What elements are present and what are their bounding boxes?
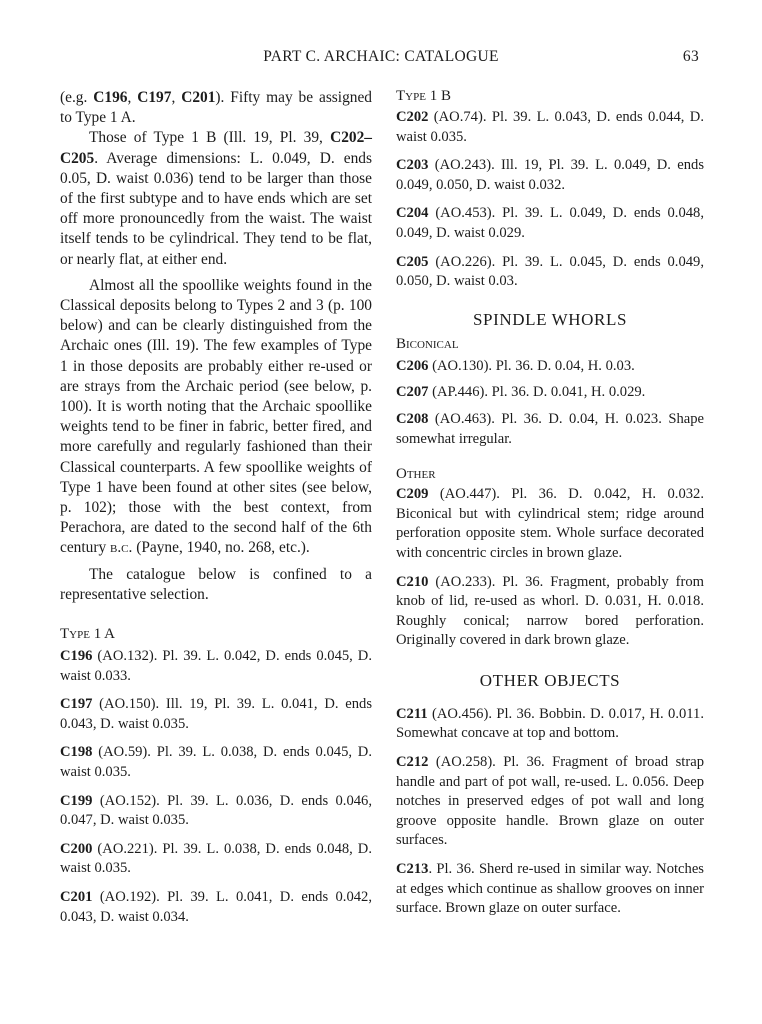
entry-text: (AO.226). Pl. 39. L. 0.045, D. ends 0.049, 0.050, D. waist 0.03. [396, 253, 704, 290]
catalogue-entry [396, 860, 704, 919]
paragraph-type-1b [60, 128, 372, 269]
subhead-type-1a: Type 1 A [60, 626, 115, 643]
entry-text: (AO.453). Pl. 39. L. 0.049, D. ends 0.048, 0.049, D. waist 0.029. [396, 205, 704, 241]
entry-id: C197 [60, 696, 93, 713]
text-run: . Average dimensions: L. 0.049, D. ends 0.05, D. waist 0.036) tend to be larger than those of the first subtype and to have ends which are set off more pronouncedly from the waist. The waist itself tends to be cylindrical. They tend to be flat, or nearly flat, at either end. [60, 149, 372, 268]
page-header [0, 46, 762, 68]
catalogue-entry [396, 253, 704, 292]
entry-text: (AO.192). Pl. 39. L. 0.041, D. ends 0.042, 0.043, D. waist 0.034. [60, 889, 372, 925]
entries-other [396, 485, 704, 651]
catalogue-entry [60, 695, 372, 734]
entries-type-1a [60, 647, 372, 927]
paragraph-classical-deposits [60, 276, 372, 559]
text-run: (e.g. [60, 89, 94, 106]
entry-text: (AO.456). Pl. 36. Bobbin. D. 0.017, H. 0.011. Somewhat concave at top and bottom. [396, 705, 704, 742]
text-run: ). Fifty may be assigned to Type 1 A. [60, 89, 372, 127]
entry-id: C203 [396, 157, 429, 174]
entry-id: C201 [60, 889, 93, 906]
paragraph-catalogue-note: The catalogue below is confined to a representative selection. [60, 565, 372, 603]
subhead-biconical: Biconical [396, 335, 459, 352]
entry-text: (AP.446). Pl. 36. D. 0.041, H. 0.029. [428, 384, 646, 401]
entry-id: C213 [396, 861, 429, 878]
catalogue-entry [396, 108, 704, 147]
entry-text: (AO.463). Pl. 36. D. 0.04, H. 0.023. Shape somewhat irregular. [396, 410, 704, 447]
era-abbreviation: b.c. [110, 539, 133, 557]
text-run: , [127, 89, 138, 106]
entry-id: C208 [396, 410, 429, 427]
catalogue-entry [396, 753, 704, 851]
entries-type-1b [396, 108, 704, 292]
entry-id: C212 [396, 754, 429, 771]
entries-other-objects [396, 705, 704, 919]
section-title-other-objects: OTHER OBJECTS [479, 670, 621, 690]
subhead-other: Other [396, 466, 436, 483]
catalogue-ref: C196 [93, 89, 128, 106]
text-run: Those of Type 1 B (Ill. 19, Pl. 39, [89, 129, 331, 147]
entry-id: C209 [396, 486, 429, 503]
catalogue-entry [396, 705, 704, 744]
entries-biconical [396, 357, 704, 449]
entry-id: C205 [396, 253, 429, 270]
catalogue-range: C202–C205 [60, 129, 372, 167]
entry-id: C198 [60, 744, 93, 761]
catalogue-entry [60, 743, 372, 782]
catalogue-ref: C201 [181, 89, 216, 106]
entry-text: . Pl. 36. Sherd re-used in similar way. Notches at edges which continue as shallow grooves on inner surface. Brown glaze on outer surface. [396, 861, 704, 917]
catalogue-entry [396, 485, 704, 563]
section-title-spindle-whorls: SPINDLE WHORLS [472, 309, 627, 329]
entry-id: C207 [396, 384, 429, 401]
catalogue-entry [60, 840, 372, 879]
running-title: PART C. ARCHAIC: CATALOGUE [263, 48, 499, 65]
entry-text: (AO.74). Pl. 39. L. 0.043, D. ends 0.044, D. waist 0.035. [396, 109, 704, 145]
page-number: 63 [682, 48, 699, 65]
entry-text: (AO.243). Ill. 19, Pl. 39. L. 0.049, D. ends 0.049, 0.050, D. waist 0.032. [396, 157, 704, 193]
entry-id: C199 [60, 792, 93, 809]
entry-text: (AO.150). Ill. 19, Pl. 39. L. 0.041, D. ends 0.043, D. waist 0.035. [60, 696, 372, 732]
entry-id: C210 [396, 573, 429, 590]
text-run: (Payne, 1940, no. 268, etc.). [132, 539, 310, 557]
left-column [60, 88, 372, 927]
entry-id: C211 [396, 705, 428, 722]
entry-text: (AO.59). Pl. 39. L. 0.038, D. ends 0.045, D. waist 0.035. [60, 744, 372, 781]
entry-id: C196 [60, 648, 93, 665]
entry-text: (AO.258). Pl. 36. Fragment of broad strap handle and part of pot wall, re-used. L. 0.056. Deep notches in preserved edges of pot wall and long groove opposite handle. Brown glaze on outer surfaces. [396, 754, 704, 849]
paragraph-continued [60, 88, 372, 128]
catalogue-ref: C197 [137, 89, 172, 106]
text-run: Almost all the spoollike weights found in the Classical deposits belong to Types 2 and 3 (p. 100 below) and can be clearly distinguished from the Archaic ones (Ill. 19). The few examples of Type 1 in those deposits are probably either re-used or are strays from the Archaic period (see below, p. 100). It is worth noting that the Archaic spoollike weights tend to be finer in fabric, better fired, and more carefully and regularly fashioned than their Classical counterparts. A few spoollike weights of Type 1 have been found at other sites (see below, p. 102); those with the best context, from Perachora, are dated to the second half of the 6th century [60, 276, 372, 557]
text-run: , [171, 89, 182, 106]
catalogue-entry [60, 888, 372, 927]
entry-text: (AO.130). Pl. 36. D. 0.04, H. 0.03. [428, 357, 635, 374]
entry-text: (AO.221). Pl. 39. L. 0.038, D. ends 0.048, D. waist 0.035. [60, 840, 372, 877]
entry-text: (AO.152). Pl. 39. L. 0.036, D. ends 0.046, 0.047, D. waist 0.035. [60, 792, 372, 829]
catalogue-entry [396, 204, 704, 243]
subhead-type-1b: Type 1 B [396, 88, 451, 104]
catalogue-entry [396, 156, 704, 195]
entry-id: C206 [396, 357, 429, 374]
catalogue-entry [396, 357, 704, 377]
catalogue-entry [60, 792, 372, 831]
catalogue-entry [60, 647, 372, 686]
entry-text: (AO.233). Pl. 36. Fragment, probably from knob of lid, re-used as whorl. D. 0.031, H. 0.018. Roughly conical; narrow bored perforation. Originally covered in dark brown glaze. [396, 573, 704, 649]
entry-id: C202 [396, 109, 429, 125]
catalogue-entry [396, 410, 704, 449]
entry-id: C204 [396, 205, 429, 222]
entry-text: (AO.447). Pl. 36. D. 0.042, H. 0.032. Biconical but with cylindrical stem; ridge around perforation opposite stem. Whole surface decorated with concentric circles in brown glaze. [396, 486, 704, 561]
right-column [396, 88, 704, 919]
entry-id: C200 [60, 840, 93, 857]
catalogue-entry [396, 573, 704, 651]
entry-text: (AO.132). Pl. 39. L. 0.042, D. ends 0.045, D. waist 0.033. [60, 648, 372, 684]
catalogue-entry [396, 383, 704, 403]
